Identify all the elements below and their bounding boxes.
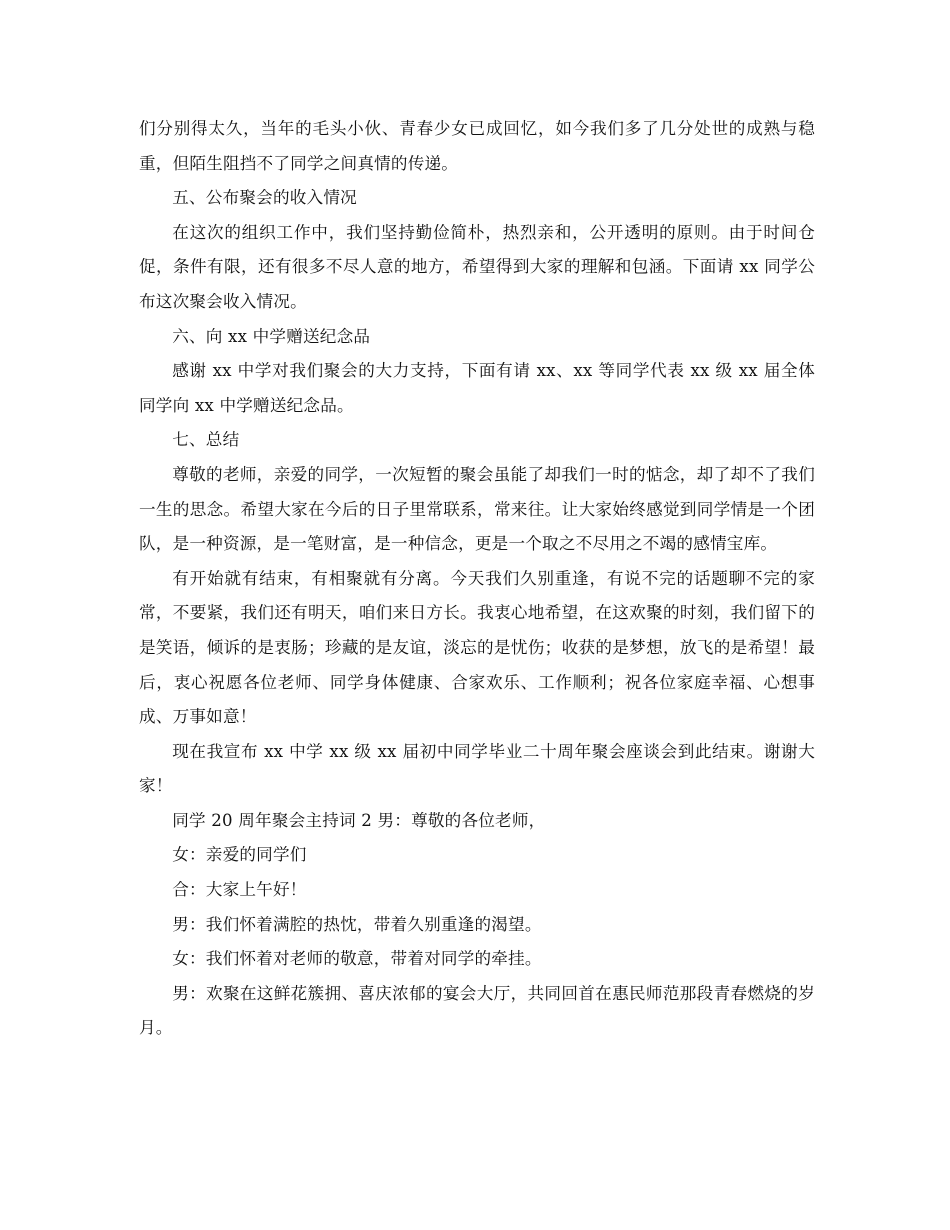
dialogue-line: 男：欢聚在这鲜花簇拥、喜庆浓郁的宴会大厅，共同回首在惠民师范那段青春燃烧的岁月。 bbox=[139, 983, 815, 1038]
paragraph: 有开始就有结束，有相聚就有分离。今天我们久别重逢，有说不完的话题聊不完的家常，不要紧，我们还有明天，咱们来日方长。我衷心地希望，在这欢聚的时刻，我们留下的是笑语，倾诉的是衷肠；珍藏的是友谊，淡忘的是忧伤；收获的是梦想，放飞的是希望！最后，衷心祝愿各位老师、同学身体健康、合家欢乐、工作顺利；祝各位家庭幸福、心想事成、万事如意！ bbox=[139, 568, 815, 727]
paragraph: 感谢 xx 中学对我们聚会的大力支持，下面有请 xx、xx 等同学代表 xx 级 xx 届全体同学向 xx 中学赠送纪念品。 bbox=[139, 361, 815, 415]
script-title: 同学 20 周年聚会主持词 2 男：尊敬的各位老师， bbox=[172, 810, 546, 830]
dialogue-line: 女：我们怀着对老师的敬意，带着对同学的牵挂。 bbox=[172, 949, 542, 969]
section-heading-7: 七、总结 bbox=[172, 430, 240, 450]
paragraph: 尊敬的老师，亲爱的同学，一次短暂的聚会虽能了却我们一时的惦念，却了却不了我们一生的思念。希望大家在今后的日子里常联系，常来往。让大家始终感觉到同学情是一个团队，是一种资源，是一笔财富，是一种信念，更是一个取之不尽用之不竭的感情宝库。 bbox=[139, 464, 815, 554]
paragraph: 现在我宣布 xx 中学 xx 级 xx 届初中同学毕业二十周年聚会座谈会到此结束。谢谢大家！ bbox=[139, 741, 815, 796]
paragraph-continuation: 们分别得太久，当年的毛头小伙、青春少女已成回忆，如今我们多了几分处世的成熟与稳重，但陌生阻挡不了同学之间真情的传递。 bbox=[139, 119, 815, 173]
paragraph: 在这次的组织工作中，我们坚持勤俭简朴，热烈亲和，公开透明的原则。由于时间仓促，条件有限，还有很多不尽人意的地方，希望得到大家的理解和包涵。下面请 xx 同学公布这次聚会收入情况。 bbox=[139, 222, 815, 311]
dialogue-line: 女：亲爱的同学们 bbox=[172, 845, 307, 865]
section-heading-5: 五、公布聚会的收入情况 bbox=[172, 188, 357, 208]
section-heading-6: 六、向 xx 中学赠送纪念品 bbox=[172, 326, 371, 346]
document-body bbox=[139, 112, 815, 1046]
dialogue-line: 男：我们怀着满腔的热忱，带着久别重逢的渴望。 bbox=[172, 914, 542, 934]
dialogue-line: 合：大家上午好！ bbox=[172, 880, 307, 900]
